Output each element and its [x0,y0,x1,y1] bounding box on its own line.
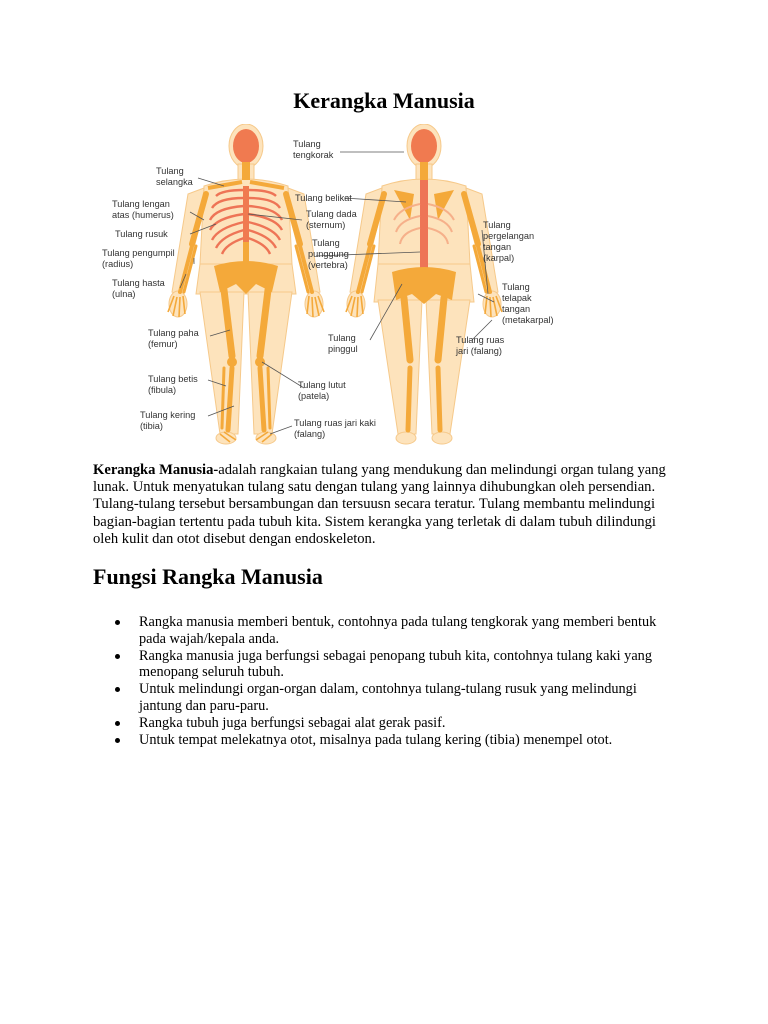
label-belikat [295,193,352,203]
label-humerus [112,199,174,220]
svg-text:Tulang rusuk: Tulang rusuk [115,229,168,239]
section-heading: Fungsi Rangka Manusia [93,564,323,589]
label-selangka [156,166,194,187]
svg-text:Tulang ruasjari (falang): Tulang ruas jari (falang) [456,335,505,356]
svg-text:Tulangpinggul: Tulang pinggul [328,333,358,354]
back-spine [420,180,428,276]
bullet-icon [115,738,120,743]
list-item: Rangka manusia memberi bentuk, contohnya pada tulang tengkorak yang memberi bentuk pada wajah/kepala anda. [93,614,683,648]
label-pergelangan [483,220,534,263]
svg-text:Tulang hasta(ulna): Tulang hasta (ulna) [112,278,165,299]
list-item: Untuk tempat melekatnya otot, misalnya pada tulang kering (tibia) menempel otot. [93,732,683,749]
svg-text:Tulangtelapaktangan(metakarpal: Tulang telapak tangan (metakarpal) [502,282,554,325]
svg-text:Tulang dada(sternum): Tulang dada (sternum) [306,209,357,230]
svg-text:Tulangselangka: Tulang selangka [156,166,193,187]
bullet-icon [115,620,120,625]
label-kering [140,410,195,431]
function-list [93,614,683,748]
svg-text:Tulang pengumpil(radius): Tulang pengumpil (radius) [102,248,175,269]
front-skull [233,129,259,163]
bullet-icon [115,687,120,692]
label-rusuk [115,229,168,239]
label-betis [148,374,198,395]
back-skull [411,129,437,163]
skeleton-figure [96,124,672,450]
svg-text:Tulang kering(tibia): Tulang kering (tibia) [140,410,196,431]
label-lutut [298,380,346,401]
svg-text:Tulang paha(femur): Tulang paha (femur) [148,328,199,349]
svg-text:Tulang ruas jari kaki(falang): Tulang ruas jari kaki (falang) [294,418,376,439]
skeleton-diagram [96,124,672,450]
svg-text:Tulangtengkorak: Tulang tengkorak [293,139,334,160]
back-skeleton [346,129,502,430]
intro-text: adalah rangkaian tulang yang mendukung dan melindungi organ tulang yang lunak. Untuk menyatukan tulang satu dengan tulang yang lainnya dihubungkan oleh persendian. Tulang-tulang tersebut bersambungan dan tersuusn secara teratur. Tulang membantu melindungi bagian-bagian tertentu pada tubuh kita. Sistem kerangka yang terletak di dalam tubuh dilindungi oleh kulit dan otot disebut dengan endoskeleton. [93,462,666,547]
label-radius [102,248,175,269]
intro-paragraph [93,462,677,548]
label-dada [306,209,358,230]
label-tengkorak [293,139,334,160]
list-item: Untuk melindungi organ-organ dalam, contohnya tulang-tulang rusuk yang melindungi jantung dan paru-paru. [93,681,683,715]
list-item: Rangka manusia juga berfungsi sebagai penopang tubuh kita, contohnya tulang kaki yang menopang seluruh tubuh. [93,648,683,682]
svg-text:Tulang lenganatas (humerus): Tulang lengan atas (humerus) [112,199,174,220]
label-ruas-jari-tangan [455,335,505,356]
label-ruas-jari-kaki [294,418,376,439]
label-pinggul [328,333,358,354]
list-item: Rangka tubuh juga berfungsi sebagai alat gerak pasif. [93,715,683,732]
page-title: Kerangka Manusia [293,88,475,113]
label-hasta [112,278,166,299]
label-punggung [308,238,349,270]
svg-text:Tulangpergelangantangan(karpal: Tulang pergelangan tangan (karpal) [483,220,535,263]
svg-text:Tulang belikat: Tulang belikat [295,193,352,203]
bullet-icon [115,654,120,659]
svg-text:Tulangpunggung(vertebra): Tulang punggung (vertebra) [308,238,349,270]
intro-term: Kerangka Manusia- [93,462,219,478]
label-femur [148,328,200,349]
bullet-icon [115,721,120,726]
svg-text:Tulang betis(fibula): Tulang betis (fibula) [148,374,198,395]
svg-text:Tulang lutut(patela): Tulang lutut (patela) [298,380,346,401]
label-telapak [502,282,554,325]
